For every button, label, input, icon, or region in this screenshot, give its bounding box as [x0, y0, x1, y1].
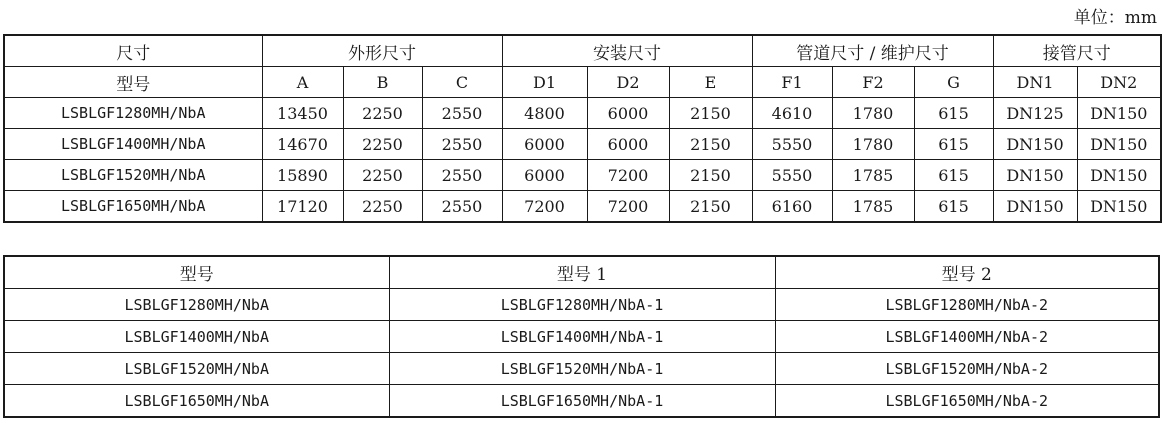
unit-label: 单位：mm [1073, 8, 1157, 28]
group-header-outline: 外形尺寸 [262, 35, 502, 67]
model-cell: LSBLGF1520MH/NbA [4, 160, 262, 191]
value-cell: 2150 [669, 98, 752, 129]
model-variant-1-cell: LSBLGF1650MH/NbA-1 [389, 385, 775, 418]
table-row [4, 353, 1159, 385]
value-cell: DN150 [1077, 98, 1161, 129]
model-variant-1-cell: LSBLGF1280MH/NbA-1 [389, 289, 775, 321]
model-cell: LSBLGF1400MH/NbA [4, 321, 389, 353]
value-cell: DN150 [1077, 191, 1161, 223]
value-cell: 6000 [502, 129, 587, 160]
table-row [4, 191, 1161, 223]
header-model-2: 型号 2 [775, 256, 1159, 289]
model-variant-2-cell: LSBLGF1280MH/NbA-2 [775, 289, 1159, 321]
dimensions-group-header-row [4, 35, 1161, 67]
value-cell: 615 [914, 98, 993, 129]
value-cell: 1780 [832, 98, 914, 129]
value-cell: 1785 [832, 160, 914, 191]
sub-header-e: E [669, 67, 752, 98]
model-variant-1-cell: LSBLGF1520MH/NbA-1 [389, 353, 775, 385]
value-cell: 2550 [422, 160, 502, 191]
model-cell: LSBLGF1280MH/NbA [4, 98, 262, 129]
table-row [4, 289, 1159, 321]
value-cell: DN125 [993, 98, 1077, 129]
value-cell: 615 [914, 160, 993, 191]
dimensions-sub-header-row [4, 67, 1161, 98]
value-cell: 2150 [669, 160, 752, 191]
sub-header-f1: F1 [752, 67, 832, 98]
value-cell: 7200 [587, 191, 669, 223]
table-row [4, 160, 1161, 191]
model-variant-2-cell: LSBLGF1400MH/NbA-2 [775, 321, 1159, 353]
value-cell: 15890 [262, 160, 343, 191]
value-cell: 5550 [752, 160, 832, 191]
group-header-size: 尺寸 [4, 35, 262, 67]
group-header-connection: 接管尺寸 [993, 35, 1161, 67]
sub-header-b: B [343, 67, 422, 98]
sub-header-model: 型号 [4, 67, 262, 98]
sub-header-f2: F2 [832, 67, 914, 98]
value-cell: 13450 [262, 98, 343, 129]
value-cell: 17120 [262, 191, 343, 223]
value-cell: DN150 [993, 129, 1077, 160]
model-cell: LSBLGF1650MH/NbA [4, 385, 389, 418]
sub-header-dn2: DN2 [1077, 67, 1161, 98]
dimensions-table [3, 34, 1162, 223]
value-cell: 7200 [587, 160, 669, 191]
value-cell: 5550 [752, 129, 832, 160]
sub-header-d1: D1 [502, 67, 587, 98]
table-row [4, 129, 1161, 160]
value-cell: 615 [914, 191, 993, 223]
value-cell: DN150 [1077, 160, 1161, 191]
value-cell: 4610 [752, 98, 832, 129]
sub-header-d2: D2 [587, 67, 669, 98]
value-cell: 2250 [343, 129, 422, 160]
value-cell: 6000 [502, 160, 587, 191]
group-header-pipe-maintenance: 管道尺寸 / 维护尺寸 [752, 35, 993, 67]
table-row [4, 98, 1161, 129]
value-cell: DN150 [993, 160, 1077, 191]
model-cell: LSBLGF1650MH/NbA [4, 191, 262, 223]
value-cell: 2250 [343, 98, 422, 129]
model-variant-1-cell: LSBLGF1400MH/NbA-1 [389, 321, 775, 353]
value-cell: 4800 [502, 98, 587, 129]
value-cell: 6000 [587, 129, 669, 160]
value-cell: 2550 [422, 98, 502, 129]
value-cell: 14670 [262, 129, 343, 160]
header-model: 型号 [4, 256, 389, 289]
value-cell: DN150 [1077, 129, 1161, 160]
value-cell: 2550 [422, 129, 502, 160]
model-variants-table [3, 255, 1160, 418]
value-cell: 1780 [832, 129, 914, 160]
model-cell: LSBLGF1520MH/NbA [4, 353, 389, 385]
model-variant-2-cell: LSBLGF1650MH/NbA-2 [775, 385, 1159, 418]
table-row [4, 385, 1159, 418]
sub-header-dn1: DN1 [993, 67, 1077, 98]
sub-header-a: A [262, 67, 343, 98]
value-cell: 615 [914, 129, 993, 160]
value-cell: 2150 [669, 191, 752, 223]
header-model-1: 型号 1 [389, 256, 775, 289]
value-cell: 1785 [832, 191, 914, 223]
group-header-install: 安装尺寸 [502, 35, 752, 67]
sub-header-g: G [914, 67, 993, 98]
model-variants-header-row [4, 256, 1159, 289]
value-cell: 2550 [422, 191, 502, 223]
value-cell: 7200 [502, 191, 587, 223]
value-cell: 2250 [343, 160, 422, 191]
model-cell: LSBLGF1280MH/NbA [4, 289, 389, 321]
value-cell: DN150 [993, 191, 1077, 223]
sub-header-c: C [422, 67, 502, 98]
model-variant-2-cell: LSBLGF1520MH/NbA-2 [775, 353, 1159, 385]
value-cell: 6160 [752, 191, 832, 223]
value-cell: 2150 [669, 129, 752, 160]
model-cell: LSBLGF1400MH/NbA [4, 129, 262, 160]
value-cell: 6000 [587, 98, 669, 129]
value-cell: 2250 [343, 191, 422, 223]
table-row [4, 321, 1159, 353]
